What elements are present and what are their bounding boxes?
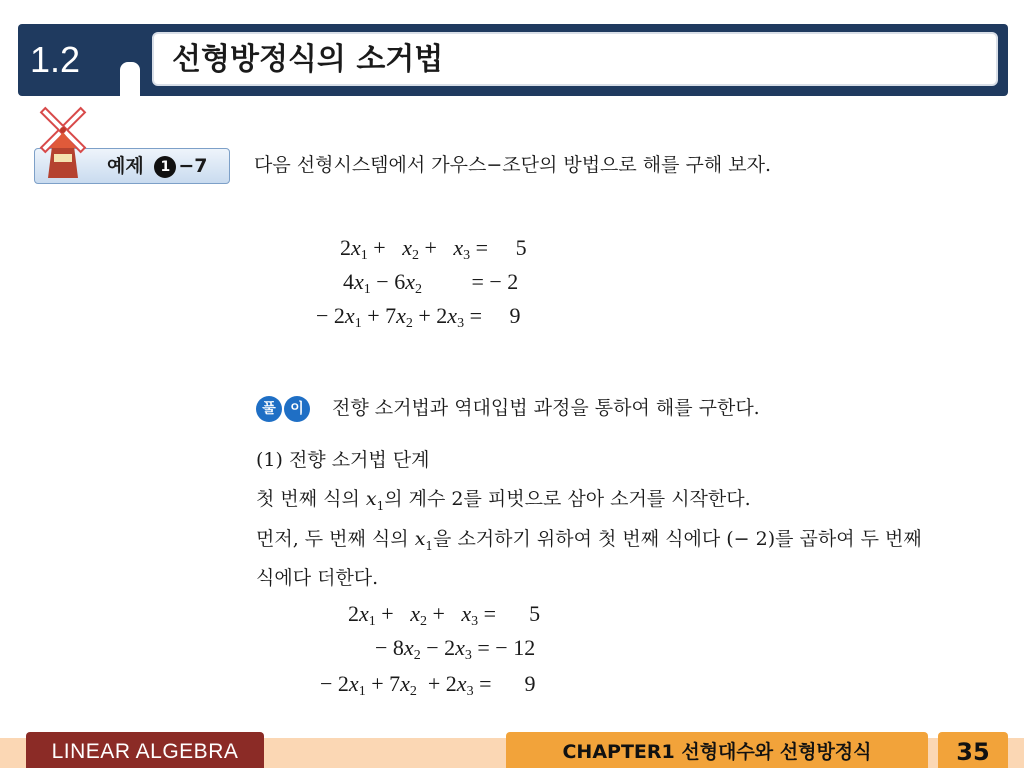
- solution-badge-1: 풀: [256, 396, 282, 422]
- title-box: [152, 32, 998, 86]
- rhs: 5: [515, 235, 527, 260]
- solution-intro: 전향 소거법과 역대입법 과정을 통하여 해를 구한다.: [332, 397, 760, 419]
- example-label: [107, 153, 207, 179]
- step-title: (1) 전향 소거법 단계: [256, 449, 430, 471]
- step-line-1: 첫 번째 식의 $x_1$의 계수 2를 피벗으로 삼아 소거를 시작한다.: [256, 488, 751, 513]
- rhs: 2: [507, 269, 519, 294]
- coef: 8: [392, 635, 404, 660]
- coef: 7: [385, 303, 397, 328]
- example-suffix: −7: [178, 155, 208, 177]
- coef: 2: [445, 671, 457, 696]
- coef: 2: [348, 601, 359, 626]
- problem-statement: 다음 선형시스템에서 가우스−조단의 방법으로 해를 구해 보자.: [254, 154, 772, 176]
- coef: 6: [394, 269, 406, 294]
- rhs: 12: [513, 635, 536, 660]
- rhs: 5: [529, 601, 541, 626]
- system1-row3: − $2x_1 + 7x_2 + 2x_3$ = 9: [316, 303, 521, 331]
- line1-pre: 첫 번째 식의: [256, 488, 360, 510]
- page-title: 선형방정식의 소거법: [172, 42, 444, 77]
- example-word: 예제: [107, 155, 144, 177]
- header-tab-decoration: [120, 62, 140, 96]
- step-line-3: 식에다 더한다.: [256, 567, 379, 589]
- line2-post: 을 소거하기 위하여 첫 번째 식에다 (− 2)를 곱하여 두 번째: [433, 528, 922, 550]
- step-line-2: 먼저, 두 번째 식의 $x_1$을 소거하기 위하여 첫 번째 식에다 (− 2)를 곱하여 두 번째: [256, 528, 922, 553]
- page-number: 35: [938, 732, 1008, 768]
- footer-chapter-title: CHAPTER1 선형대수와 선형방정식: [506, 732, 928, 768]
- example-number: 1: [154, 156, 176, 178]
- system1-row1: $2x_1 + x_2 + x_3$ = 5: [340, 235, 527, 263]
- footer-course-title: LINEAR ALGEBRA: [26, 732, 264, 768]
- coef: 2: [333, 303, 345, 328]
- line2-pre: 먼저, 두 번째 식의: [256, 528, 409, 550]
- coef: 2: [444, 635, 456, 660]
- system2-row2: − $8x_2 - 2x_3$ = − 12: [375, 635, 536, 663]
- system1-row2: $4x_1 - 6x_2$ = − 2: [343, 269, 519, 297]
- coef: 2: [436, 303, 448, 328]
- system2-row3: − $2x_1 + 7x_2 + 2x_3$ = 9: [320, 671, 536, 699]
- line1-post: 의 계수 2를 피벗으로 삼아 소거를 시작한다.: [384, 488, 751, 510]
- windmill-icon: [30, 102, 96, 180]
- coef: 2: [340, 235, 351, 260]
- solution-badge-2: 이: [284, 396, 310, 422]
- system2-row1: $2x_1 + x_2 + x_3$ = 5: [348, 601, 541, 629]
- rhs: 9: [509, 303, 521, 328]
- coef: 2: [337, 671, 349, 696]
- rhs: 9: [524, 671, 536, 696]
- section-number: 1.2: [30, 39, 81, 80]
- coef: 7: [389, 671, 401, 696]
- solution-badge: [256, 396, 312, 422]
- coef: 4: [343, 269, 354, 294]
